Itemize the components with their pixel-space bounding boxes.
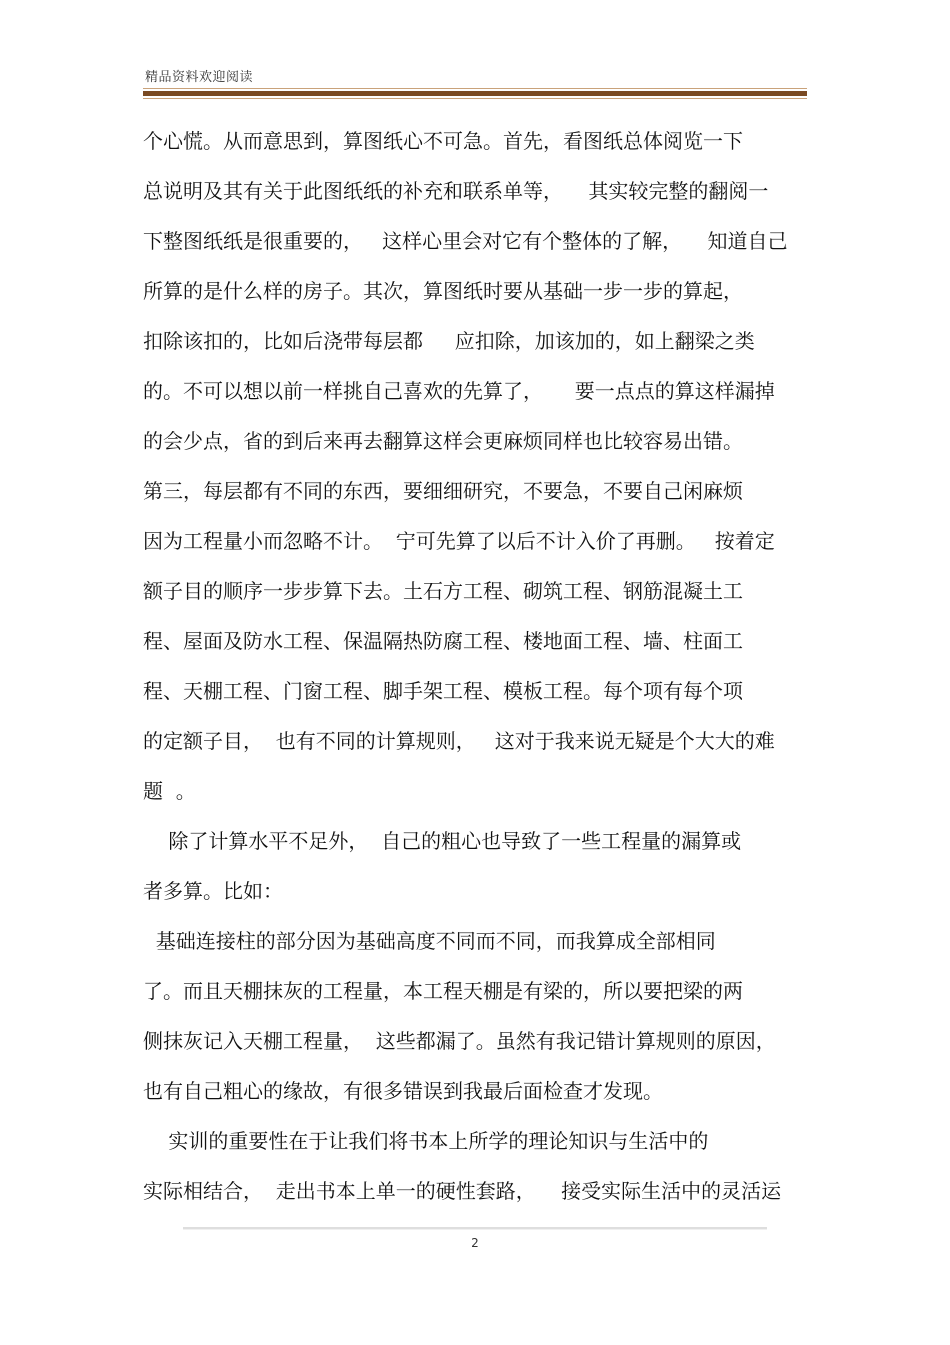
body-line: 的。不可以想以前一样挑自己喜欢的先算了， 要一点点的算这样漏掉 xyxy=(143,379,775,403)
body-line: 所算的是什么样的房子。其次，算图纸时要从基础一步一步的算起， xyxy=(143,279,743,303)
body-line: 也有自己粗心的缘故，有很多错误到我最后面检查才发现。 xyxy=(143,1079,663,1103)
body-line: 个心慌。从而意思到，算图纸心不可急。首先，看图纸总体阅览一下 xyxy=(143,129,743,153)
body-line: 者多算。比如： xyxy=(143,879,283,903)
body-line: 实训的重要性在于让我们将书本上所学的理论知识与生活中的 xyxy=(143,1129,709,1153)
body-line: 下整图纸纸是很重要的， 这样心里会对它有个整体的了解， 知道自己 xyxy=(143,229,788,253)
header-divider-bottom xyxy=(143,98,807,99)
header-divider-top xyxy=(143,88,807,89)
body-line: 基础连接柱的部分因为基础高度不同而不同，而我算成全部相同 xyxy=(143,929,716,953)
header-divider-thick xyxy=(143,91,807,96)
body-line: 扣除该扣的，比如后浇带每层都 应扣除，加该加的，如上翻梁之类 xyxy=(143,329,755,353)
body-line: 额子目的顺序一步步算下去。土石方工程、砌筑工程、钢筋混凝土工 xyxy=(143,579,743,603)
page-number: 2 xyxy=(471,1236,479,1250)
footer-divider-shadow xyxy=(183,1229,767,1230)
body-line: 的定额子目， 也有不同的计算规则， 这对于我来说无疑是个大大的难 xyxy=(143,729,775,753)
body-line: 题 。 xyxy=(143,779,196,803)
body-line: 的会少点，省的到后来再去翻算这样会更麻烦同样也比较容易出错。 xyxy=(143,429,743,453)
body-line: 程、天棚工程、门窗工程、脚手架工程、模板工程。每个项有每个项 xyxy=(143,679,743,703)
body-line: 总说明及其有关于此图纸纸的补充和联系单等， 其实较完整的翻阅一 xyxy=(143,179,769,203)
body-line: 因为工程量小而忽略不计。 宁可先算了以后不计入价了再删。 按着定 xyxy=(143,529,775,553)
body-line: 程、屋面及防水工程、保温隔热防腐工程、楼地面工程、墙、柱面工 xyxy=(143,629,743,653)
body-line: 除了计算水平不足外， 自己的粗心也导致了一些工程量的漏算或 xyxy=(143,829,742,853)
page-header-text: 精品资料欢迎阅读 xyxy=(145,70,254,85)
body-line: 了。而且天棚抹灰的工程量，本工程天棚是有梁的，所以要把梁的两 xyxy=(143,979,743,1003)
body-line: 第三，每层都有不同的东西，要细细研究，不要急，不要自己闲麻烦 xyxy=(143,479,743,503)
body-line: 实际相结合， 走出书本上单一的硬性套路， 接受实际生活中的灵活运 xyxy=(143,1179,782,1203)
body-line: 侧抹灰记入天棚工程量， 这些都漏了。虽然有我记错计算规则的原因， xyxy=(143,1029,776,1053)
